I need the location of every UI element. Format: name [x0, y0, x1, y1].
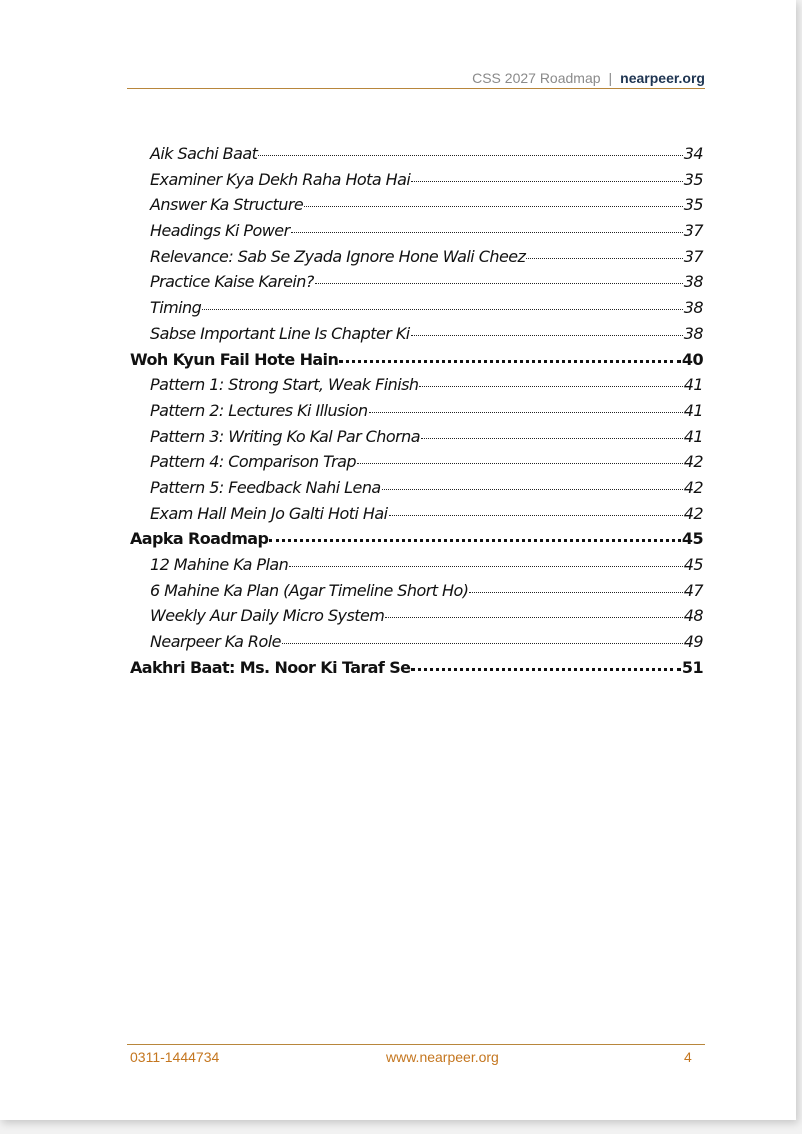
toc-dot-leader — [526, 258, 682, 259]
toc-entry-title: Pattern 1: Strong Start, Weak Finish — [150, 375, 419, 395]
toc-entry-page: 38 — [683, 272, 703, 292]
toc-entry-page: 37 — [683, 221, 703, 241]
toc-entry-title: Pattern 2: Lectures Ki Illusion — [150, 400, 368, 420]
toc-dot-leader — [469, 592, 682, 593]
toc-section-entry[interactable] — [130, 424, 703, 450]
toc-entry-page: 35 — [683, 195, 703, 215]
toc-entry-title: Pattern 4: Comparison Trap — [150, 452, 356, 472]
toc-entry-title: Pattern 3: Writing Ko Kal Par Chorna — [150, 426, 420, 446]
toc-entry-title: Woh Kyun Fail Hote Hain — [130, 349, 339, 369]
table-of-contents — [130, 141, 703, 680]
toc-section-entry[interactable] — [130, 372, 703, 398]
toc-section-entry[interactable] — [130, 321, 703, 347]
toc-section-entry[interactable] — [130, 552, 703, 578]
footer-page-number: 4 — [684, 1049, 692, 1065]
toc-section-entry[interactable] — [130, 449, 703, 475]
toc-dot-leader — [291, 232, 683, 233]
toc-entry-title: Relevance: Sab Se Zyada Ignore Hone Wali Cheez — [150, 246, 526, 266]
toc-entry-title: Pattern 5: Feedback Nahi Lena — [150, 477, 381, 497]
toc-dot-leader — [258, 155, 682, 156]
toc-dot-leader — [339, 360, 681, 363]
toc-entry-page: 35 — [683, 169, 703, 189]
header-title: CSS 2027 Roadmap — [472, 70, 601, 86]
toc-entry-page: 34 — [683, 144, 703, 163]
toc-entry-page: 42 — [683, 452, 703, 472]
toc-dot-leader — [315, 283, 683, 284]
footer-divider — [127, 1044, 705, 1045]
toc-entry-page: 49 — [683, 632, 703, 652]
toc-entry-page: 45 — [683, 555, 703, 574]
toc-dot-leader — [202, 309, 682, 310]
toc-entry-title: Aik Sachi Baat — [150, 144, 258, 163]
toc-dot-leader — [385, 617, 682, 618]
toc-chapter-entry[interactable] — [130, 655, 703, 681]
toc-chapter-entry[interactable] — [130, 526, 703, 552]
toc-section-entry[interactable] — [130, 578, 703, 604]
toc-section-entry[interactable] — [130, 501, 703, 527]
toc-entry-title: Nearpeer Ka Role — [150, 632, 281, 652]
toc-dot-leader — [357, 463, 683, 464]
toc-entry-title: Examiner Kya Dekh Raha Hota Hai — [150, 169, 411, 189]
toc-dot-leader — [289, 566, 683, 567]
toc-entry-page: 42 — [683, 503, 703, 523]
toc-dot-leader — [411, 181, 682, 182]
toc-section-entry[interactable] — [130, 167, 703, 193]
toc-section-entry[interactable] — [130, 244, 703, 270]
toc-entry-page: 48 — [683, 606, 703, 626]
toc-section-entry[interactable] — [130, 218, 703, 244]
toc-chapter-entry[interactable] — [130, 347, 703, 373]
toc-section-entry[interactable] — [130, 629, 703, 655]
header-divider — [127, 88, 705, 89]
toc-entry-title: Timing — [150, 298, 202, 318]
toc-entry-title: Aapka Roadmap — [130, 529, 269, 549]
toc-entry-title: 12 Mahine Ka Plan — [150, 555, 289, 574]
toc-section-entry[interactable] — [130, 475, 703, 501]
toc-dot-leader — [419, 386, 682, 387]
toc-entry-page: 51 — [681, 657, 703, 677]
toc-entry-title: Sabse Important Line Is Chapter Ki — [150, 323, 410, 343]
running-header — [127, 68, 705, 88]
footer-phone: 0311-1444734 — [130, 1049, 220, 1065]
toc-dot-leader — [421, 438, 683, 439]
footer-website[interactable]: www.nearpeer.org — [386, 1049, 499, 1065]
toc-entry-page: 38 — [683, 298, 703, 318]
toc-entry-title: Exam Hall Mein Jo Galti Hoti Hai — [150, 503, 388, 523]
toc-dot-leader — [382, 489, 683, 490]
toc-entry-page: 40 — [681, 349, 703, 369]
toc-entry-title: 6 Mahine Ka Plan (Agar Timeline Short Ho) — [150, 580, 469, 600]
header-separator: | — [608, 70, 613, 86]
toc-entry-title: Answer Ka Structure — [150, 195, 304, 215]
toc-entry-page: 41 — [683, 426, 703, 446]
toc-dot-leader — [369, 412, 683, 413]
toc-dot-leader — [304, 206, 683, 207]
toc-dot-leader — [411, 335, 683, 336]
toc-section-entry[interactable] — [130, 295, 703, 321]
toc-dot-leader — [389, 515, 683, 516]
toc-section-entry[interactable] — [130, 603, 703, 629]
toc-entry-title: Aakhri Baat: Ms. Noor Ki Taraf Se — [130, 657, 411, 677]
toc-section-entry[interactable] — [130, 269, 703, 295]
toc-entry-page: 41 — [683, 400, 703, 420]
toc-dot-leader — [269, 539, 681, 542]
toc-section-entry[interactable] — [130, 398, 703, 424]
toc-section-entry[interactable] — [130, 141, 703, 167]
toc-entry-page: 37 — [683, 246, 703, 266]
toc-entry-page: 47 — [683, 580, 703, 600]
toc-section-entry[interactable] — [130, 192, 703, 218]
toc-dot-leader — [411, 668, 681, 671]
toc-entry-page: 42 — [683, 477, 703, 497]
toc-entry-page: 41 — [683, 375, 703, 395]
toc-entry-title: Practice Kaise Karein? — [150, 272, 314, 292]
toc-dot-leader — [282, 643, 683, 644]
toc-entry-page: 45 — [681, 529, 703, 549]
toc-entry-page: 38 — [683, 323, 703, 343]
toc-entry-title: Weekly Aur Daily Micro System — [150, 606, 385, 626]
header-site[interactable]: nearpeer.org — [620, 70, 705, 86]
toc-entry-title: Headings Ki Power — [150, 221, 290, 241]
